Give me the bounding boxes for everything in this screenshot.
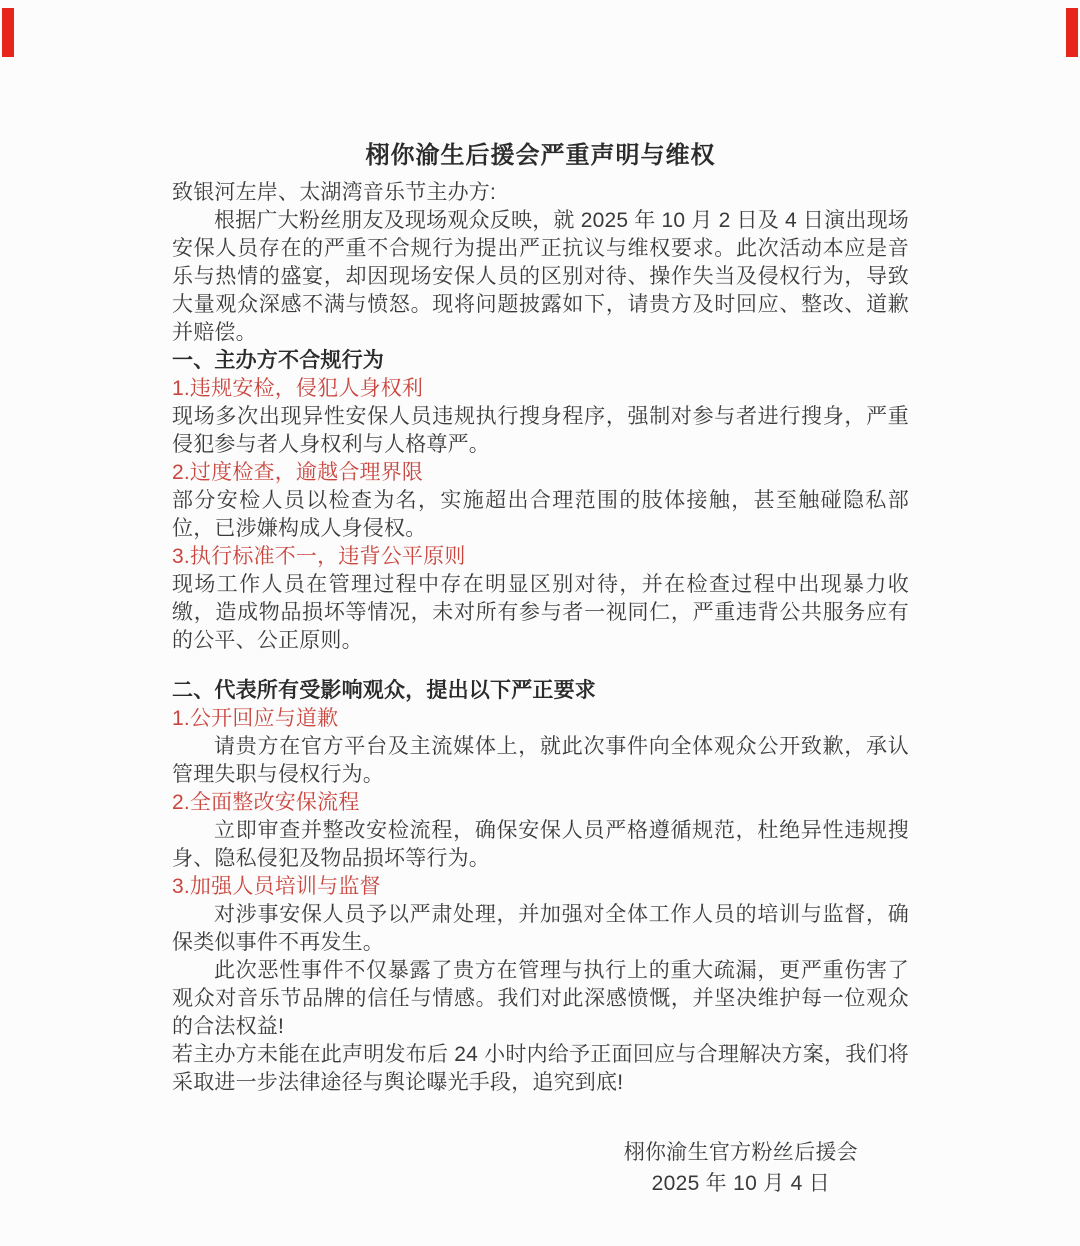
section-2-item-1-title: 1.公开回应与道歉 — [172, 707, 339, 730]
section-2-item-2-title: 2.全面整改安保流程 — [172, 791, 360, 814]
date: 2025 年 10 月 4 日 — [651, 1172, 831, 1195]
section-2-item-3-title: 3.加强人员培训与监督 — [172, 875, 381, 898]
red-corner-mark-left — [2, 8, 14, 57]
section-1-item-2-body: 部分安检人员以检查为名，实施超出合理范围的肢体接触，甚至触碰隐私部位，已涉嫌构成人身侵权。 — [172, 489, 909, 540]
section-1-item-2-title: 2.过度检查，逾越合理界限 — [172, 461, 424, 484]
section-1-item-3-title: 3.执行标准不一，违背公平原则 — [172, 545, 466, 568]
section-2-item-2-body: 立即审查并整改安检流程，确保安保人员严格遵循规范，杜绝异性违规搜身、隐私侵犯及物品损坏等行为。 — [172, 819, 909, 870]
section-2-heading: 二、代表所有受影响观众，提出以下严正要求 — [172, 679, 596, 702]
closing-paragraph-2: 若主办方未能在此声明发布后 24 小时内给予正面回应与合理解决方案，我们将采取进一步法律途径与舆论曝光手段，追究到底! — [172, 1043, 909, 1094]
intro-paragraph: 根据广大粉丝朋友及现场观众反映，就 2025 年 10 月 2 日及 4 日演出现场安保人员存在的严重不合规行为提出严正抗议与维权要求。此次活动本应是音乐与热情的盛宴，却因现场安保人员的区别对待、操作失当及侵权行为，导致大量观众深感不满与愤怒。现将问题披露如下，请贵方及时回应、整改、道歉并赔偿。 — [172, 209, 909, 344]
statement-document — [172, 0, 909, 1199]
section-1-heading: 一、主办方不合规行为 — [172, 349, 384, 372]
section-1-item-1-body: 现场多次出现异性安保人员违规执行搜身程序，强制对参与者进行搜身，严重侵犯参与者人身权利与人格尊严。 — [172, 405, 909, 456]
statement-title: 栩你渝生后援会严重声明与维权 — [365, 142, 716, 169]
section-1-item-1-title: 1.违规安检，侵犯人身权利 — [172, 377, 424, 400]
signature-block — [624, 1137, 858, 1199]
salutation: 致银河左岸、太湖湾音乐节主办方: — [172, 181, 497, 204]
section-2-item-3-body: 对涉事安保人员予以严肃处理，并加强对全体工作人员的培训与监督，确保类似事件不再发生。 — [172, 903, 909, 954]
closing-paragraph-1: 此次恶性事件不仅暴露了贵方在管理与执行上的重大疏漏，更严重伤害了观众对音乐节品牌的信任与情感。我们对此深感愤慨，并坚决维护每一位观众的合法权益! — [172, 959, 909, 1038]
signature: 栩你渝生官方粉丝后援会 — [623, 1141, 858, 1164]
red-corner-mark-right — [1066, 8, 1078, 57]
section-1-item-3-body: 现场工作人员在管理过程中存在明显区别对待，并在检查过程中出现暴力收缴，造成物品损坏等情况，未对所有参与者一视同仁，严重违背公共服务应有的公平、公正原则。 — [172, 573, 909, 652]
section-2-item-1-body: 请贵方在官方平台及主流媒体上，就此次事件向全体观众公开致歉，承认管理失职与侵权行为。 — [172, 735, 909, 786]
